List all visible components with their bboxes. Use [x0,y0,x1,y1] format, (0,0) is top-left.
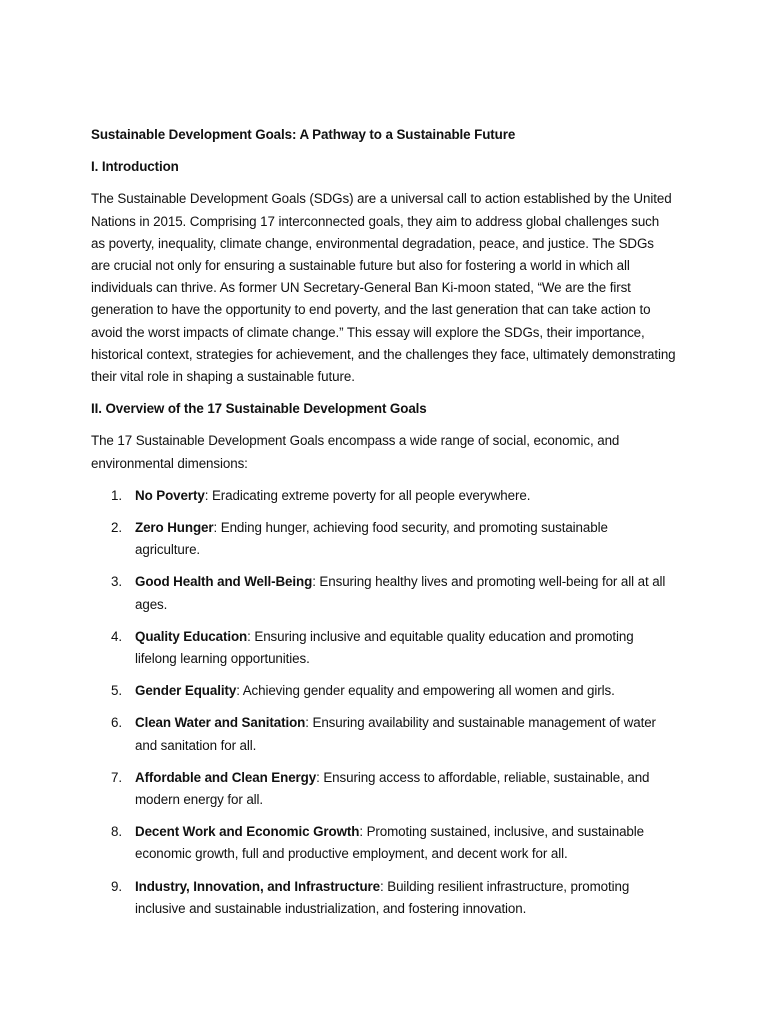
goal-description: : Ensuring healthy lives and promoting well-being for all at all ages. [135,574,666,612]
goal-name: Zero Hunger [135,520,214,536]
goal-description: : Building resilient infrastructure, promoting inclusive and sustainable industrialization, and fostering innovation. [135,878,630,916]
list-item [91,680,676,702]
goal-number: 2. [111,520,122,536]
goal-name: Clean Water and Sanitation [135,715,306,731]
document-title: Sustainable Development Goals: A Pathway to a Sustainable Future [91,127,516,142]
goal-name: Decent Work and Economic Growth [135,824,360,840]
list-item [91,485,676,507]
goal-number: 3. [111,574,122,590]
goal-number: 6. [111,715,122,731]
list-item [91,712,676,756]
goal-description: : Ensuring availability and sustainable management of water and sanitation for all. [135,715,656,753]
section-heading-overview: II. Overview of the 17 Sustainable Development Goals [91,401,427,417]
introduction-paragraph: The Sustainable Development Goals (SDGs) are a universal call to action established by the United Nations in 2015. Comprising 17 interconnected goals, they aim to address global challenges such as poverty, inequality, climate change, environmental degradation, peace, and justice. The SDGs are crucial not only for ensuring a sustainable future but also for fostering a world in which all individuals can thrive. As former UN Secretary-General Ban Ki-moon stated, “We are the first generation to have the opportunity to end poverty, and the last generation that can take action to avoid the worst impacts of climate change.” This essay will explore the SDGs, their importance, historical context, strategies for achievement, and the challenges they face, ultimately demonstrating their vital role in shaping a sustainable future. [91,191,676,385]
list-item [91,517,676,561]
goal-number: 1. [111,487,122,503]
list-item [91,821,676,865]
goal-description: : Ensuring inclusive and equitable quality education and promoting lifelong learning opportunities. [135,628,634,667]
goal-number: 5. [111,683,122,699]
goals-list [91,485,676,920]
goal-name: Good Health and Well-Being [135,574,313,590]
overview-paragraph: The 17 Sustainable Development Goals encompass a wide range of social, economic, and environmental dimensions: [91,433,620,471]
goal-number: 9. [111,878,122,894]
goal-description: : Achieving gender equality and empowering all women and girls. [236,683,615,699]
section-heading-introduction: I. Introduction [91,159,179,175]
list-item [91,626,676,670]
goal-description: : Ending hunger, achieving food security, and promoting sustainable agriculture. [135,520,608,558]
goal-name: Affordable and Clean Energy [135,769,317,785]
goal-description: : Ensuring access to affordable, reliable, sustainable, and modern energy for all. [135,769,650,808]
goal-description: : Eradicating extreme poverty for all people everywhere. [204,487,531,503]
goal-number: 8. [111,824,122,840]
goal-name: Gender Equality [135,683,237,699]
goal-name: Quality Education [135,628,248,644]
goal-name: Industry, Innovation, and Infrastructure [135,878,380,894]
goal-number: 4. [111,628,122,644]
document-page [91,124,676,930]
goal-name: No Poverty [135,487,205,503]
list-item [91,876,676,920]
list-item [91,767,676,811]
goal-description: : Promoting sustained, inclusive, and sustainable economic growth, full and productive employment, and decent work for all. [135,824,644,862]
list-item [91,571,676,615]
goal-number: 7. [111,769,122,785]
